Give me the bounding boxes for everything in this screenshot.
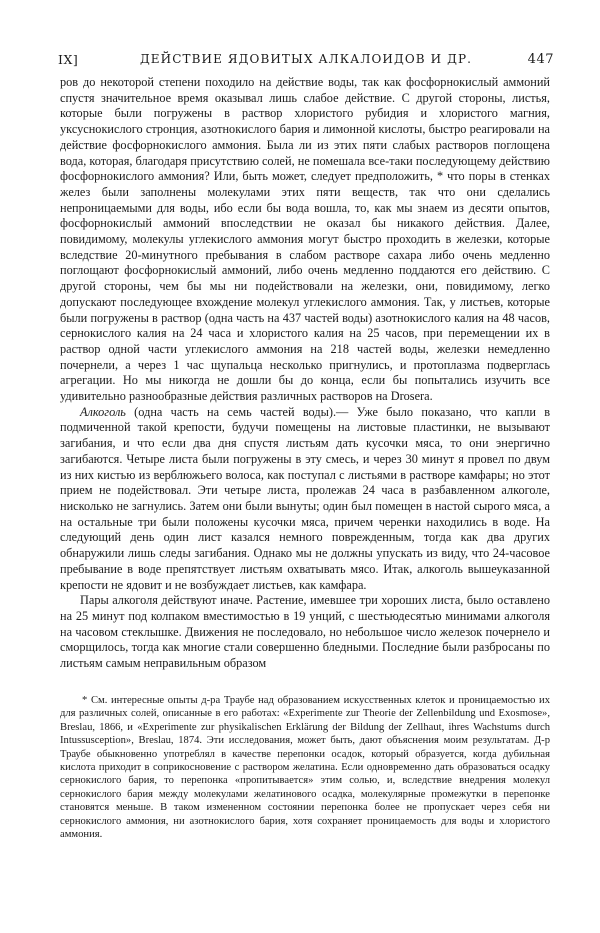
paragraph-alcohol-vapour: Пары алкоголя действуют иначе. Растение, имевшее три хороших листа, было оставлено на 25 минут под колпаком вместимостью в 19 унций, с шестьюдесятью минимами алкоголя на часовом стеклышке. Движения не последовало, но небольшое число железок почернело и сморщилось, тогда как многие стали совершенно бледными. Последние были разбросаны по листьям самым неправильным образом	[60, 593, 550, 671]
section-number: IX]	[58, 52, 79, 67]
footnote-text: * См. интересные опыты д-ра Траубе над образованием искусственных клеток и проницаемостью их для различных солей, описанные в его работах: «Experimente zur Theorie der Zellenbildung und Exosmose», Breslau, 1866, и «Experimente zur physikalischen Erklärung der Bildung der Zellhaut, ihres Wachstums durch Intussusception», Breslau, 1874. Эти исследования, может быть, дают объяснения моим результатам. Д-р Траубе обыкновенно употреблял в качестве перепонки осадок, который образуется, когда дубильная кислота приходит в соприкосновение с раствором желатина. Если одновременно дать образоваться осадку сернокислого бария, то перепонка «пропитывается» этим солью, и, вследствие внедрения молекул сернокислого бария между молекулами желатинового осадка, молекулярные промежутки в перепонке становятся меньше. В таком измененном состоянии перепонка более не пропускает через себя ни сернокислого аммония, ни азотнокислого бария, хотя сохраняет проницаемость для воды и хлористого аммония.	[60, 695, 550, 841]
page-number: 447	[527, 52, 554, 67]
paragraph-term: Алкоголь	[80, 404, 126, 419]
running-title: ДЕЙСТВИЕ ЯДОВИТЫХ АЛКАЛОИДОВ И ДР.	[139, 52, 473, 66]
paragraph-continued: ров до некоторой степени походило на действие воды, так как фосфорнокислый аммоний спустя значительное время оказывал лишь слабое действие. С другой стороны, листья, которые были погружены в раствор хлористого рубидия и хлористого магния, уксуснокислого стронция, азотнокислого бария и лимонной кислоты, быстро реагировали на действие фосфорнокислого аммония. Была ли из этих пяти слабых растворов поглощена вода, которая, благодаря присутствию солей, не помешала все-таки последующему действию фосфорнокислого аммония? Или, быть может, следует предположить, * что поры в стенках желез были заполнены молекулами этих пяти веществ, так что они сделались непроницаемыми для воды, ибо если бы вода вошла, то, как мы знаем из десяти опытов, фосфорнокислый аммоний впоследствии не оказал бы никакого действия. Далее, повидимому, молекулы углекислого аммония могут быстро проходить в железки, которые вследствие 20-минутного пребывания в слабом растворе сахара либо очень медленно поглощают фосфорнокислый аммоний, либо очень медленно поддаются его действию. С другой стороны, чем бы мы ни подействовали на железки, они, повидимому, легко допускают последующее вхождение молекул углекислого аммония. Так, у листьев, которые были погружены в раствор (одна часть на 437 частей воды) азотнокислого калия на 48 часов, сернокислого калия на 24 часа и хлористого калия на 25 часов, при перемещении их в раствор одной части углекислого аммония на 218 частей воды, железки немедленно почернели, а через 1 час щупальца несколько пригнулись, и протоплазма подверглась агрегации. Но мы никогда не дошли бы до конца, если бы попытались изучить все удивительно разнообразные действия различных растворов на Drosera.	[60, 75, 550, 404]
main-text	[60, 75, 550, 672]
paragraph-alcohol	[60, 405, 550, 593]
footnote	[60, 694, 550, 841]
running-head	[58, 52, 554, 70]
paragraph-alcohol-text: (одна часть на семь частей воды).— Уже было показано, что капли в подмиченной такой крепости, будучи помещены на листовые пластинки, не вызывают загибания, и что если два дня спустя листьям дать кусочки мяса, то они энергично загибаются. Четыре листа были погружены в эту смесь, и через 30 минут я провел по двум из них кистью из верблюжьего волоса, как поступал с листьями в растворе камфары; но этот прием не подействовал. Эти четыре листа, пролежав 24 часа в разбавленном алкоголе, нисколько не загнулись. Затем они были вынуты; один был помещен в настой сырого мяса, а на остальные три были положены кусочки мяса, причем черенки находились в воде. На следующий день один лист казался немного поврежденным, тогда как два других обнаружили лишь следы загибания. Однако мы не должны упускать из виду, что 24-часовое пребывание в воде препятствует листьям охватывать мясо. Итак, алкоголь вышеуказанной крепости не ядовит и не возбуждает листьев, как камфара.	[60, 404, 550, 592]
